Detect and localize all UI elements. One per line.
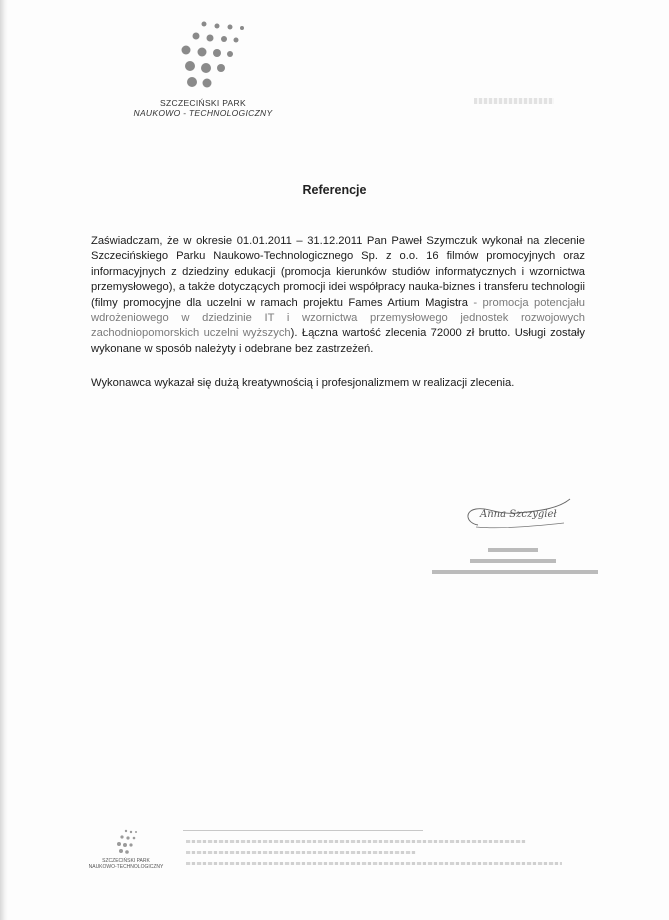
logo-line1: SZCZECIŃSKI PARK xyxy=(160,98,246,108)
footer-logo-dots-icon xyxy=(110,828,142,856)
footer-line-3 xyxy=(186,862,562,865)
signatory-stamp-text-icon xyxy=(430,544,600,584)
logo-line2: NAUKOWO - TECHNOLOGICZNY xyxy=(133,108,273,118)
footer-logo-line1: SZCZECIŃSKI PARK xyxy=(102,858,150,864)
body-paragraph-1-main: Zaświadczam, że w okresie 01.01.2011 – 31.12.2011 Pan Paweł Szymczuk wykonał na zlecenie Szczecińskiego Parku Naukowo-Technologicznego Sp. z o.o. 16 filmów promocyjnych oraz informacyjnych z dziedziny edukacji (promocja kierunków studiów informatycznych i wzornictwa przemysłowego), a także dotyczących promocji idei współpracy nauka-biznes i transferu technologii (filmy promocyjne dla uczelni w ramach projektu Fames Artium Magistra xyxy=(91,235,585,309)
footer-logo xyxy=(86,828,166,878)
footer-logo-line2: NAUKOWO-TECHNOLOGICZNY xyxy=(88,864,164,870)
body-paragraph-2: Wykonawca wykazał się dużą kreatywnością i profesjonalizmem w realizacji zlecenia. xyxy=(91,377,515,390)
header-logo xyxy=(128,18,278,128)
signatory-stamp xyxy=(430,544,600,587)
body-paragraph-1-faded: - promocja potencjału wdrożeniowego w dziedzinie IT i wzornictwa przemysłowego jednostek rozwojowych zachodniopomorskich uczelni wyższych xyxy=(91,296,585,340)
body-paragraph-1-end: ). Łączna wartość zlecenia 72000 zł brutto. Usługi zostały wykonane w sposób należyty i odebrane bez zastrzeżeń. xyxy=(91,327,585,355)
signature xyxy=(458,497,578,537)
document-title: Referencje xyxy=(302,183,367,197)
footer-logo-text xyxy=(86,858,166,870)
logo-dots-icon xyxy=(160,18,250,96)
scan-edge xyxy=(0,0,8,920)
logo-text xyxy=(128,98,278,118)
footer-line-1 xyxy=(186,840,526,843)
faint-stamp-mark xyxy=(474,98,554,104)
signature-name: Anna Szczygieł xyxy=(480,509,557,520)
document-body xyxy=(91,234,585,392)
body-paragraph-1 xyxy=(91,234,585,357)
footer-divider xyxy=(183,830,423,831)
footer-contact-block xyxy=(186,840,566,873)
footer-line-2 xyxy=(186,851,416,854)
